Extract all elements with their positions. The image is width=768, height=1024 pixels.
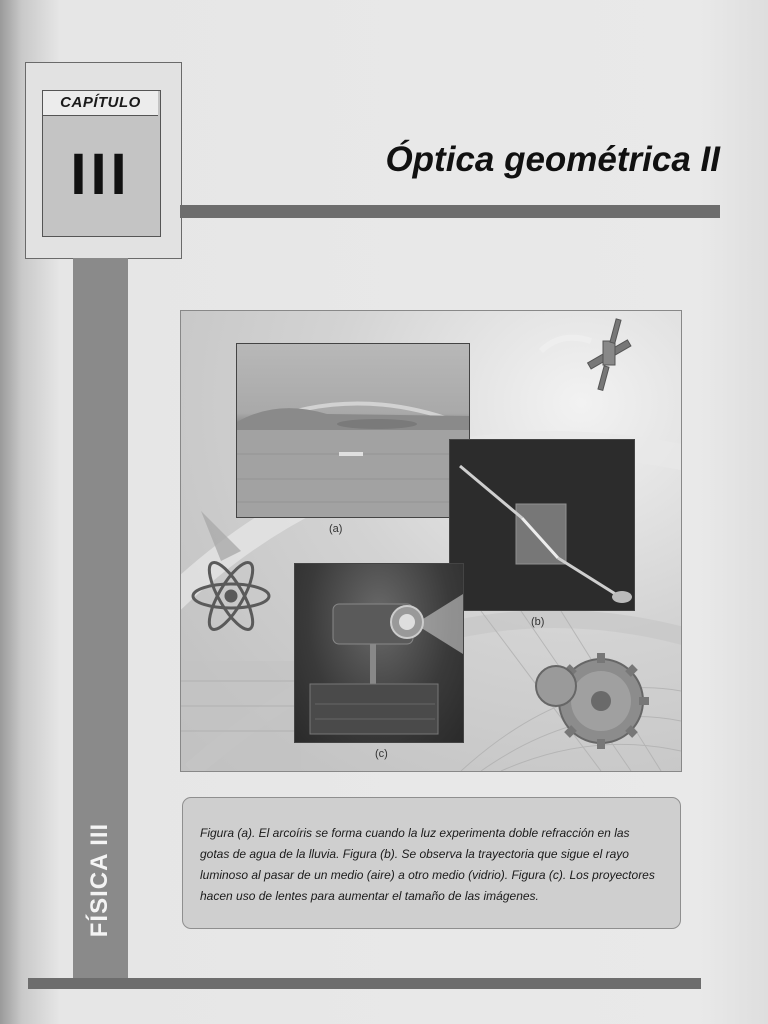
figure-label-a: (a) bbox=[329, 523, 343, 535]
chapter-label: CAPÍTULO bbox=[43, 91, 158, 116]
figure-label-b: (b) bbox=[531, 616, 545, 628]
figure-label-c: (c) bbox=[375, 748, 388, 760]
figure-caption: Figura (a). El arcoíris se forma cuando la luz experimenta doble refracción en las gotas de agua de la lluvia. Figura (b). Se observa la trayectoria que sigue el rayo luminoso al pasar de un medio (aire) a otro medio (vidrio). Figura (c). Los proyectores hacen uso de lentes para aumentar el tamaño de las imágenes. bbox=[200, 826, 655, 903]
page-title: Óptica geométrica II bbox=[385, 140, 720, 179]
figure-caption-box bbox=[182, 797, 681, 929]
chapter-figure bbox=[180, 310, 682, 772]
title-underline-bar bbox=[180, 205, 720, 218]
side-label: FÍSICA III bbox=[86, 822, 113, 938]
rainbow-photo bbox=[236, 343, 470, 518]
refraction-photo bbox=[449, 439, 635, 611]
projector-photo bbox=[294, 563, 464, 743]
bottom-bar bbox=[28, 978, 701, 989]
chapter-number: III bbox=[70, 142, 131, 207]
gear-icon bbox=[536, 653, 649, 749]
satellite-icon bbox=[588, 319, 631, 390]
